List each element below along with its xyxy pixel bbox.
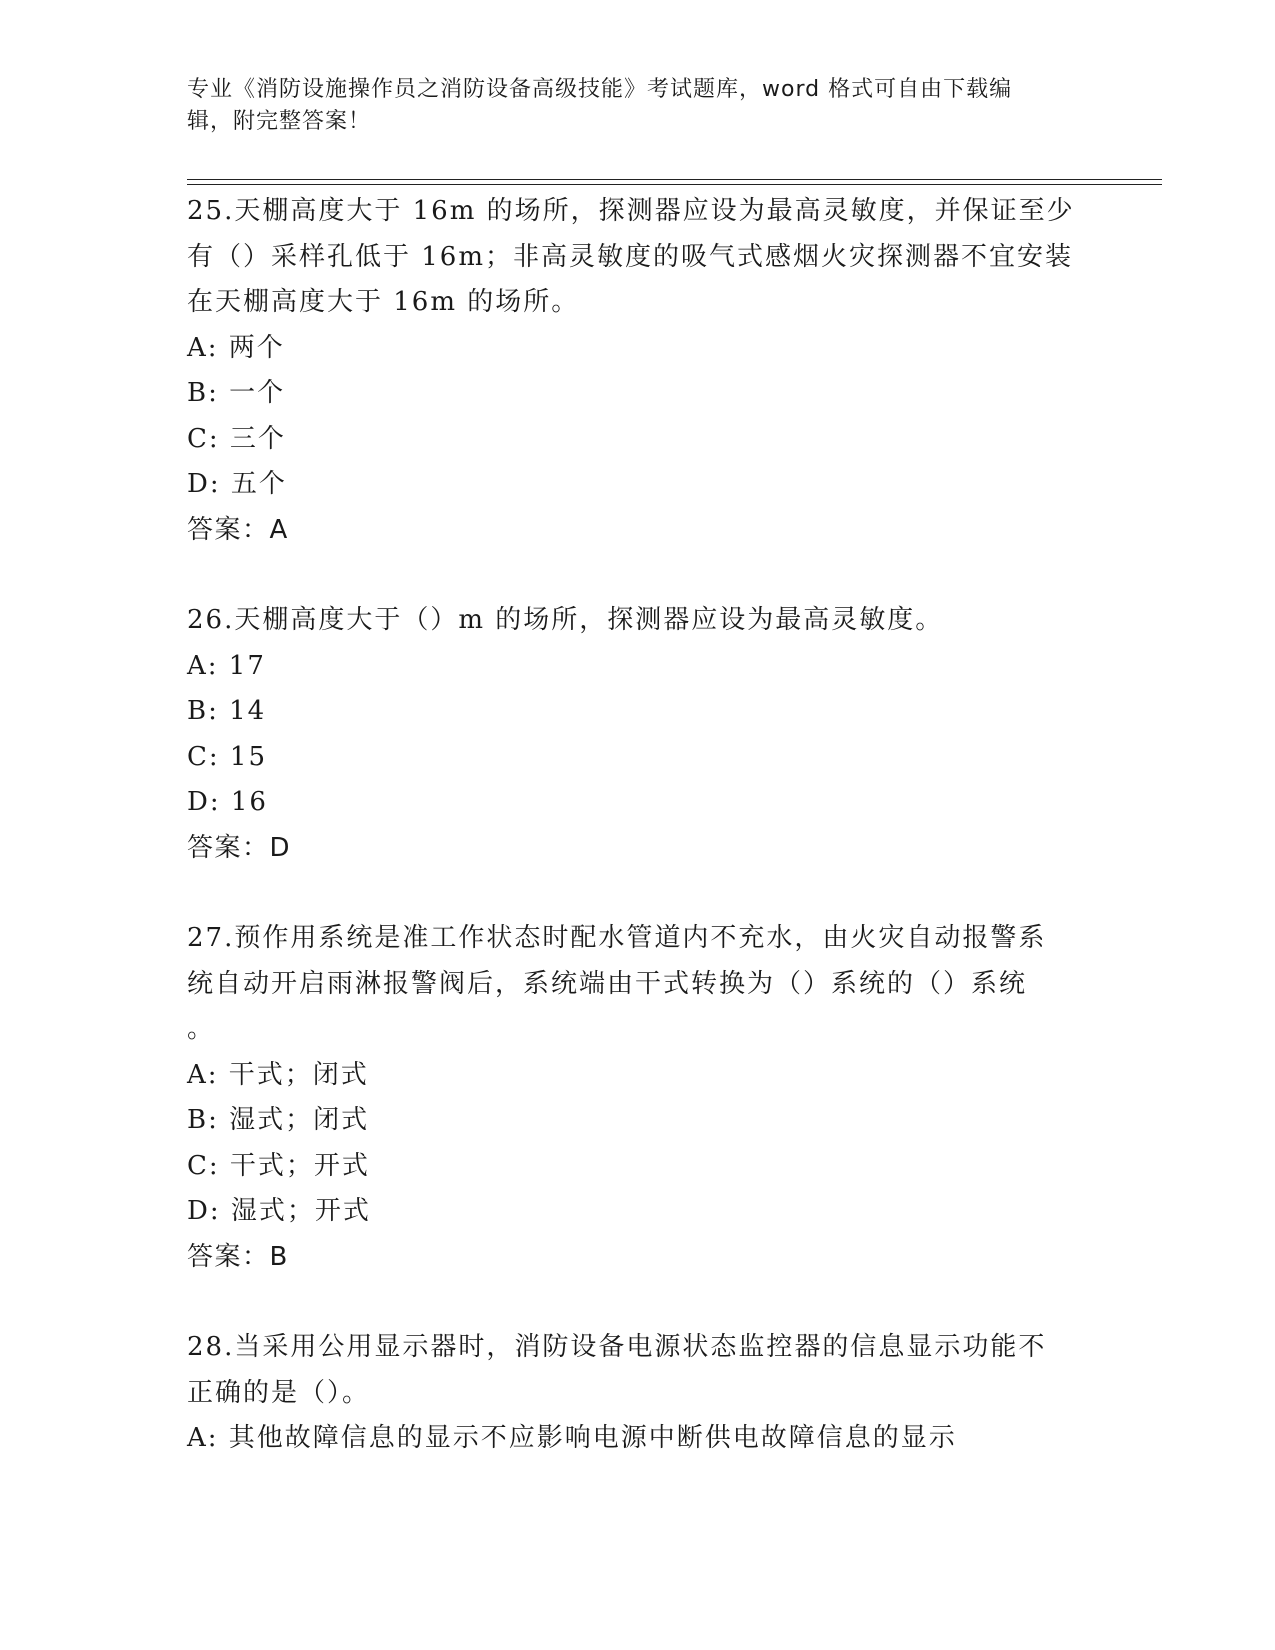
- option-b: B: 一个: [187, 378, 286, 408]
- option-d: D: 五个: [187, 469, 287, 499]
- question-25: [187, 189, 1087, 553]
- option-a: A: 17: [187, 650, 266, 681]
- header-divider-bottom: [187, 184, 1162, 185]
- question-26: [187, 598, 1087, 871]
- answer-label: 答案：D: [187, 832, 292, 863]
- question-stem-line: 在天棚高度大于 16m 的场所。: [187, 287, 580, 317]
- answer-label: 答案：B: [187, 1241, 289, 1272]
- header-divider-top: [187, 179, 1162, 180]
- option-c: C: 15: [187, 741, 268, 772]
- question-list: [187, 189, 1087, 1507]
- question-stem-line: 。: [187, 1014, 216, 1044]
- header-line-2: 辑，附完整答案！: [187, 109, 372, 134]
- question-stem-line: 28.当采用公用显示器时，消防设备电源状态监控器的信息显示功能不: [187, 1332, 1047, 1362]
- option-c: C: 干式；开式: [187, 1150, 370, 1181]
- option-d: D: 湿式；开式: [187, 1196, 371, 1226]
- question-28: [187, 1325, 1087, 1462]
- option-b: B: 14: [187, 696, 267, 726]
- question-stem-line: 正确的是（）。: [187, 1377, 371, 1408]
- option-a: A: 两个: [187, 332, 285, 363]
- question-27: [187, 916, 1087, 1280]
- header-line-1: 专业《消防设施操作员之消防设备高级技能》考试题库，word 格式可自由下载编: [187, 77, 1013, 102]
- option-d: D: 16: [187, 787, 268, 817]
- option-c: C: 三个: [187, 423, 286, 454]
- question-stem-line: 统自动开启雨淋报警阀后，系统端由干式转换为（）系统的（）系统: [187, 968, 1028, 999]
- document-header: [187, 74, 1087, 138]
- option-a: A: 干式；闭式: [187, 1059, 369, 1090]
- answer-label: 答案：A: [187, 514, 289, 545]
- question-stem-line: 27.预作用系统是准工作状态时配水管道内不充水，由火灾自动报警系: [187, 923, 1047, 953]
- question-stem-line: 25.天棚高度大于 16m 的场所，探测器应设为最高灵敏度，并保证至少: [187, 196, 1075, 226]
- question-stem-line: 有（）采样孔低于 16m；非高灵敏度的吸气式感烟火灾探测器不宜安装: [187, 241, 1074, 272]
- question-stem-line: 26.天棚高度大于（）m 的场所，探测器应设为最高灵敏度。: [187, 605, 944, 635]
- option-b: B: 湿式；闭式: [187, 1105, 370, 1135]
- option-a: A: 其他故障信息的显示不应影响电源中断供电故障信息的显示: [187, 1423, 957, 1453]
